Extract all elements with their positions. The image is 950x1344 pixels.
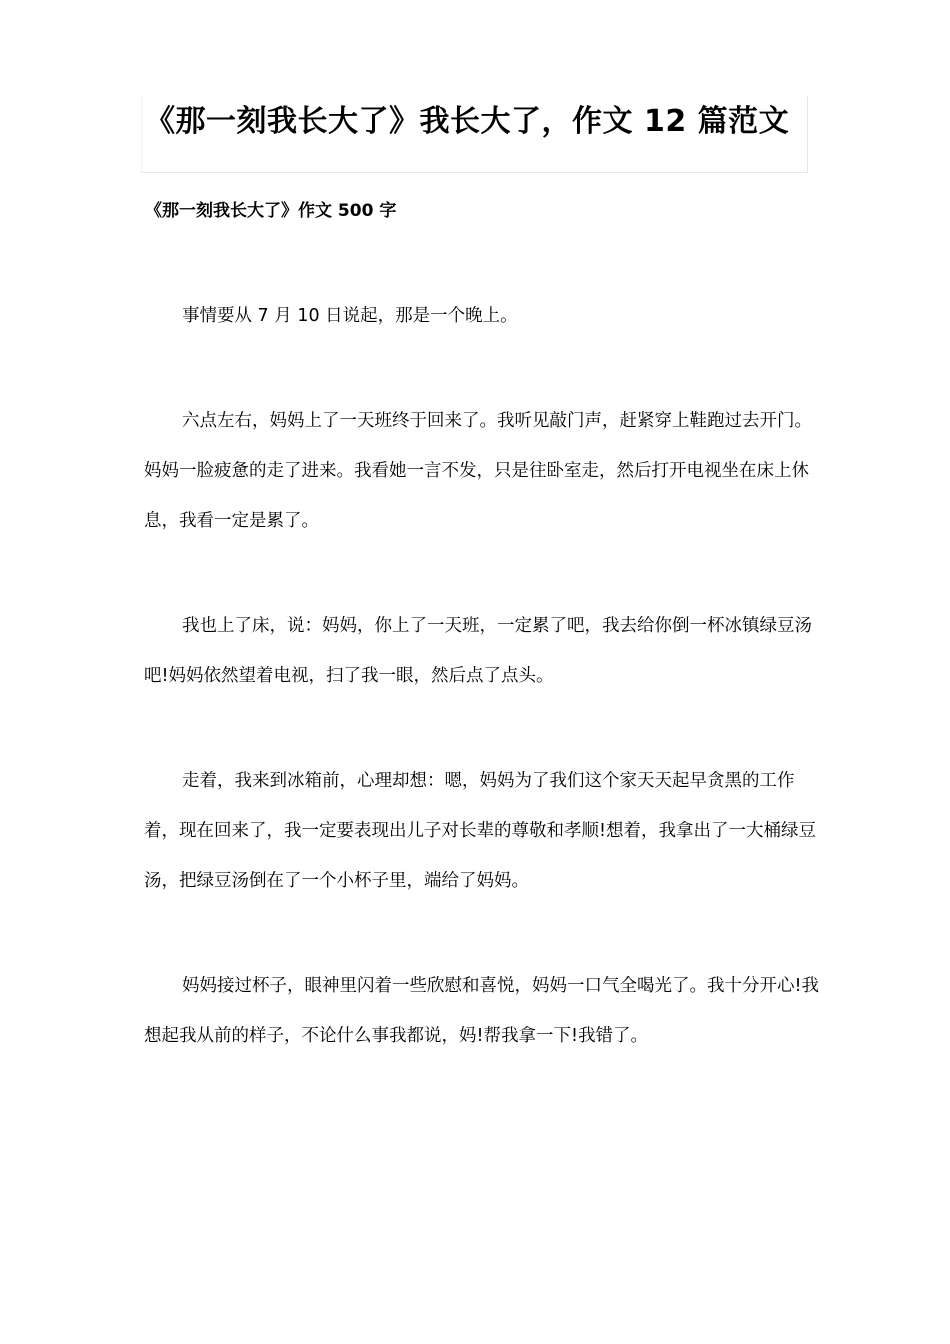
section-heading: 《那一刻我长大了》作文 500 字 [145, 201, 397, 221]
paragraph-3: 我也上了床，说：妈妈，你上了一天班，一定累了吧，我去给你倒一杯冰镇绿豆汤吧!妈妈依然望着电视，扫了我一眼，然后点了点头。 [144, 616, 812, 686]
paragraph-5: 妈妈接过杯子，眼神里闪着一些欣慰和喜悦，妈妈一口气全喝光了。我十分开心!我想起我从前的样子，不论什么事我都说，妈!帮我拿一下!我错了。 [144, 976, 820, 1046]
paragraph-1: 事情要从 7 月 10 日说起，那是一个晚上。 [182, 306, 518, 326]
paragraph-2: 六点左右，妈妈上了一天班终于回来了。我听见敲门声，赶紧穿上鞋跑过去开门。妈妈一脸疲惫的走了进来。我看她一言不发，只是往卧室走，然后打开电视坐在床上休息，我看一定是累了。 [144, 411, 812, 531]
paragraph-4: 走着，我来到冰箱前，心理却想：嗯，妈妈为了我们这个家天天起早贪黑的工作着，现在回来了，我一定要表现出儿子对长辈的尊敬和孝顺!想着，我拿出了一大桶绿豆汤，把绿豆汤倒在了一个小杯子里，端给了妈妈。 [144, 771, 817, 891]
document-title: 《那一刻我长大了》我长大了，作文 12 篇范文 [145, 104, 790, 139]
